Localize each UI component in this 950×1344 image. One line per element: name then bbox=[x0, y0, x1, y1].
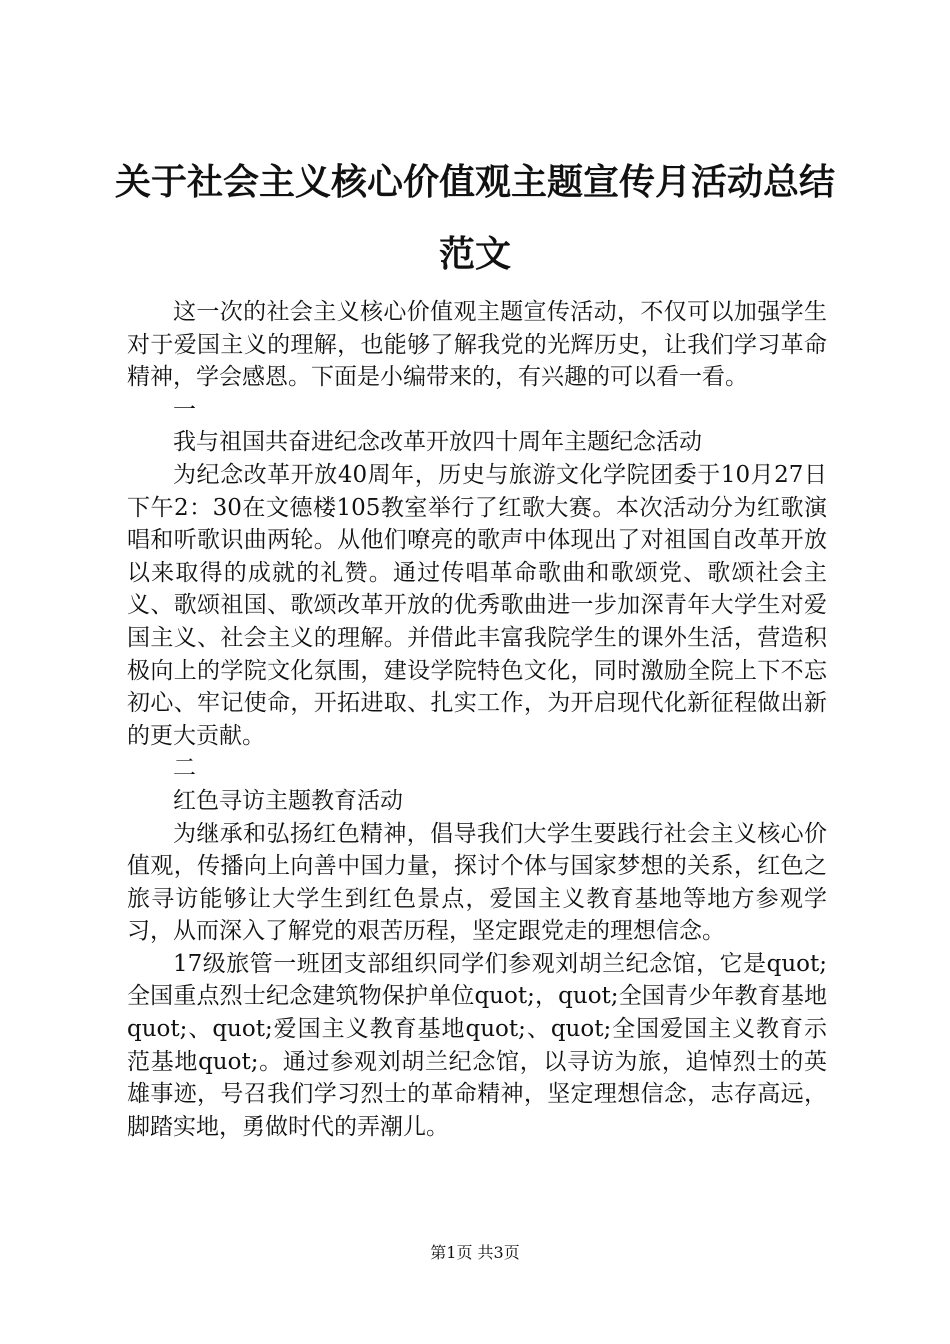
page-footer: 第1页 共3页 bbox=[430, 1243, 520, 1262]
intro-paragraph: 这一次的社会主义核心价值观主题宣传活动，不仅可以加强学生对于爱国主义的理解，也能够了解我党的光辉历史，让我们学习革命精神，学会感恩。下面是小编带来的，有兴趣的可以看一看。 bbox=[127, 299, 827, 391]
section-number-2: 二 bbox=[173, 755, 196, 782]
section-2-paragraph-1: 为继承和弘扬红色精神，倡导我们大学生要践行社会主义核心价值观，传播向上向善中国力量，探讨个体与国家梦想的关系，红色之旅寻访能够让大学生到红色景点，爱国主义教育基地等地方参观学习，从而深入了解党的艰苦历程，坚定跟党走的理想信念。 bbox=[127, 820, 827, 945]
document-body bbox=[127, 296, 827, 1143]
section-2-paragraph-2: 17级旅管一班团支部组织同学们参观刘胡兰纪念馆，它是quot;全国重点烈士纪念建筑物保护单位quot;，quot;全国青少年教育基地quot;、quot;爱国主义教育基地quot;、quot;全国爱国主义教育示范基地quot;。通过参观刘胡兰纪念馆，以寻访为旅，追悼烈士的英雄事迹，号召我们学习烈士的革命精神，坚定理想信念，志存高远，脚踏实地，勇做时代的弄潮儿。 bbox=[127, 950, 827, 1140]
section-heading-1: 我与祖国共奋进纪念改革开放四十周年主题纪念活动 bbox=[173, 429, 702, 456]
section-heading-2: 红色寻访主题教育活动 bbox=[173, 787, 403, 814]
section-number-1: 一 bbox=[173, 396, 196, 423]
document-title: 关于社会主义核心价值观主题宣传月活动总结范文 bbox=[114, 161, 835, 275]
section-1-paragraph: 为纪念改革开放40周年，历史与旅游文化学院团委于10月27日下午2：30在文德楼105教室举行了红歌大赛。本次活动分为红歌演唱和听歌识曲两轮。从他们嘹亮的歌声中体现出了对祖国自改革开放以来取得的成就的礼赞。通过传唱革命歌曲和歌颂党、歌颂社会主义、歌颂祖国、歌颂改革开放的优秀歌曲进一步加深青年大学生对爱国主义、社会主义的理解。并借此丰富我院学生的课外生活，营造积极向上的学院文化氛围，建设学院特色文化，同时激励全院上下不忘初心、牢记使命，开拓进取、扎实工作，为开启现代化新征程做出新的更大贡献。 bbox=[127, 461, 827, 749]
